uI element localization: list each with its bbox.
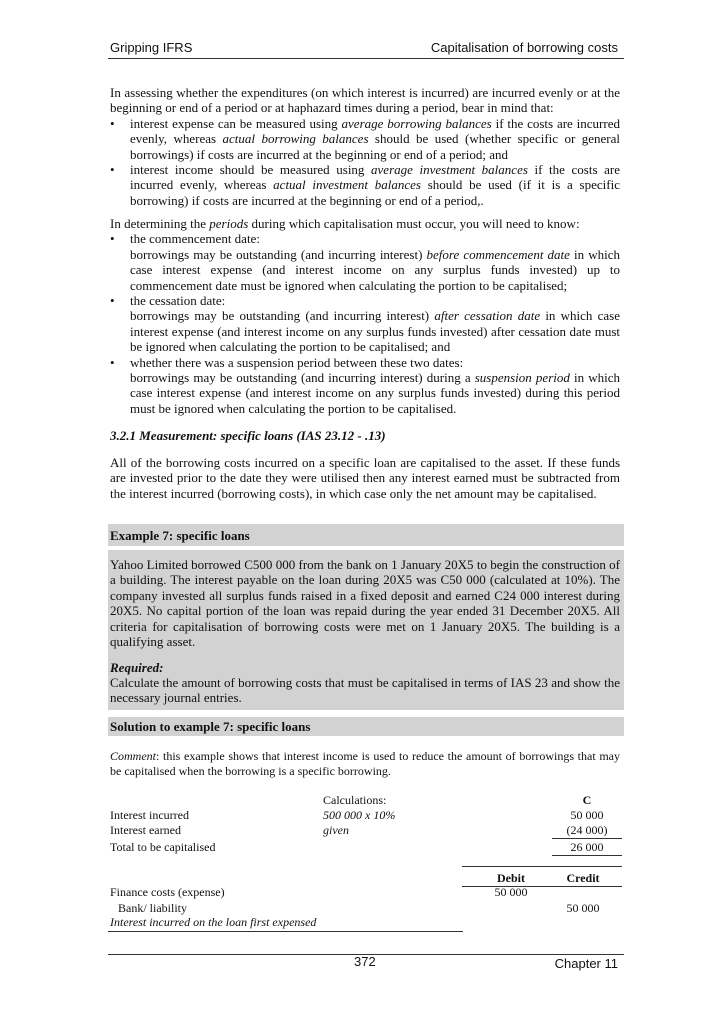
row-interest-earned-amount: (24 000): [566, 823, 608, 837]
journal-line1-debit: 50 000: [494, 885, 528, 899]
journal-credit-header: Credit: [566, 871, 600, 885]
journal-line2-account: Bank/ liability: [118, 901, 187, 915]
journal-top-rule: [462, 866, 622, 867]
example-body: Yahoo Limited borrowed C500 000 from the bank on 1 January 20X5 to begin the construction of a building. The interest payable on the loan during 20X5 was C50 000 (calculated at 10%). The company invested all surplus funds raised in a fixed deposit and earned C24 000 interest during 20X5. No capital portion of the loan was repaid during the year ended 31 December 20X5. All criteria for capitalisation of borrowing costs were met on 1 January 20X5. The building is a qualifying asset.: [110, 557, 620, 650]
calc-header: Calculations:: [323, 793, 387, 807]
journal-narration: Interest incurred on the loan first expensed: [110, 915, 317, 929]
solution-comment: Comment: this example shows that interest income is used to reduce the amount of borrowings that may be capitalised when the borrowing is a specific borrowing.: [110, 749, 620, 778]
journal-line1-account: Finance costs (expense): [110, 885, 225, 899]
intro-block: [110, 85, 620, 208]
example-required-text: Calculate the amount of borrowing costs that must be capitalised in terms of IAS 23 and show the necessary journal entries.: [110, 675, 620, 706]
journal-debit-header: Debit: [497, 871, 525, 885]
row-interest-incurred-calc: 500 000 x 10%: [323, 808, 396, 822]
bullet-icon: •: [110, 115, 115, 131]
periods-bullet-suspension: • whether there was a suspension period between these two dates: borrowings may be outstanding (and incurring interest) during a suspension period in which case interest expense (and interest income on any surplus funds invested) during this period must be ignored when calculating the portion to be capitalised.: [110, 354, 621, 416]
journal-bottom-rule: [108, 931, 463, 932]
intro-bullet-2: • interest income should be measured using average investment balances if the costs are incurred evenly, whereas actual investment balances should be used (if it is a specific borrowing) if costs are incurred at the beginning or end of a period,.: [110, 162, 620, 208]
bullet-icon: •: [110, 162, 115, 178]
solution-title: Solution to example 7: specific loans: [110, 719, 311, 734]
journal-line2-credit: 50 000: [566, 901, 600, 915]
chapter-label: Chapter 11: [554, 956, 618, 971]
header-rule: [108, 58, 624, 59]
section-body: All of the borrowing costs incurred on a specific loan are capitalised to the asset. If these funds are invested prior to the date they were utilised then any interest earned must be subtracted from the interest incurred (borrowing costs), in which case only the net amount may be capitalised.: [110, 455, 620, 501]
row-interest-earned-label: Interest earned: [110, 823, 181, 837]
row-total-amount: 26 000: [570, 840, 604, 854]
periods-bullet-cessation: • the cessation date: borrowings may be outstanding (and incurring interest) after cessation date in which case interest expense (and interest income on any surplus funds invested) after cessation date must be ignored when calculating the portion to be capitalised; and: [110, 293, 620, 355]
example-title: Example 7: specific loans: [110, 528, 250, 543]
periods-bullet-commencement: • the commencement date: borrowings may be outstanding (and incurring interest) before commencement date in which case interest expense (and interest income on any surplus funds invested) up to commencement date must be ignored when calculating the portion to be capitalised;: [110, 231, 620, 293]
bullet-icon: •: [110, 231, 115, 247]
row-interest-earned-calc: given: [323, 823, 349, 837]
example-required-label: Required:: [110, 660, 164, 675]
section-heading: 3.2.1 Measurement: specific loans (IAS 23.12 - .13): [110, 428, 386, 443]
bullet-icon: •: [110, 293, 115, 309]
intro-bullet-1: • interest expense can be measured using average borrowing balances if the costs are incurred evenly, whereas actual borrowing balances should be used (whether specific or general borrowings) if costs are incurred at the beginning or end of a period; and: [110, 115, 620, 162]
row-interest-incurred-label: Interest incurred: [110, 808, 189, 822]
bullet-icon: •: [110, 354, 115, 370]
total-rule: [552, 855, 622, 856]
header-left: Gripping IFRS: [110, 40, 193, 55]
currency-header: C: [582, 793, 592, 807]
row-total-label: Total to be capitalised: [110, 840, 216, 854]
periods-block: [110, 216, 620, 416]
row-interest-incurred-amount: 50 000: [570, 808, 604, 822]
header-right: Capitalisation of borrowing costs: [430, 40, 618, 55]
page-number: 372: [354, 954, 376, 969]
intro-lead: In assessing whether the expenditures (on which interest is incurred) are incurred evenly or at the beginning or end of a period or at haphazard times during a period, bear in mind that:: [110, 85, 620, 116]
subtotal-rule: [552, 838, 622, 839]
periods-lead: In determining the periods during which capitalisation must occur, you will need to know:: [110, 216, 580, 231]
